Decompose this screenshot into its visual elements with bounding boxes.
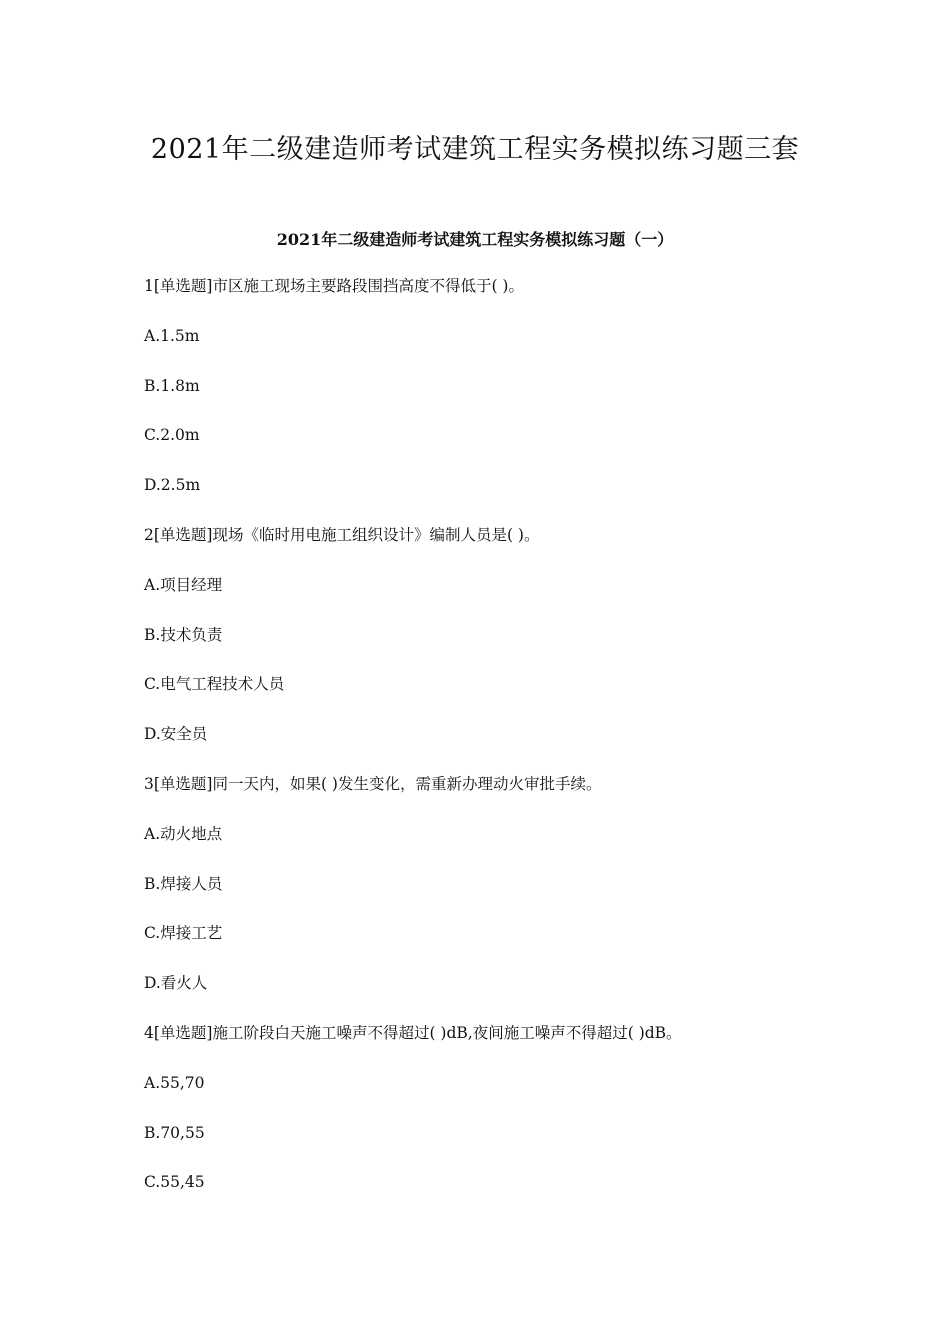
question-1-option-c: C.2.0m (144, 426, 200, 445)
question-1-option-d: D.2.5m (144, 476, 201, 495)
question-list (144, 274, 844, 1220)
question-3-option-b: B.焊接人员 (144, 874, 223, 893)
question-2-option-d: D.安全员 (144, 725, 208, 744)
question-3-text: 3[单选题]同一天内，如果( )发生变化，需重新办理动火审批手续。 (144, 774, 602, 793)
question-3-option-c: C.焊接工艺 (144, 924, 223, 943)
question-4-text: 4[单选题]施工阶段白天施工噪声不得超过( )dB,夜间施工噪声不得超过( )dB。 (144, 1023, 682, 1042)
question-4-option-a: A.55,70 (144, 1073, 205, 1092)
document-title: 2021年二级建造师考试建筑工程实务模拟练习题三套 (150, 134, 800, 165)
question-2-text: 2[单选题]现场《临时用电施工组织设计》编制人员是( )。 (144, 525, 540, 544)
question-1-option-a: A.1.5m (144, 326, 200, 345)
section-title: 2021年二级建造师考试建筑工程实务模拟练习题（一） (276, 230, 674, 249)
question-1-option-b: B.1.8m (144, 376, 200, 395)
question-3-option-d: D.看火人 (144, 974, 208, 993)
question-1-text: 1[单选题]市区施工现场主要路段围挡高度不得低于( )。 (144, 277, 524, 295)
question-3-option-a: A.动火地点 (144, 824, 223, 843)
question-4-option-b: B.70,55 (144, 1123, 205, 1142)
question-2-option-a: A.项目经理 (144, 575, 223, 594)
question-4-option-c: C.55,45 (144, 1173, 205, 1192)
question-2-option-c: C.电气工程技术人员 (144, 675, 285, 694)
question-2-option-b: B.技术负责 (144, 625, 223, 644)
